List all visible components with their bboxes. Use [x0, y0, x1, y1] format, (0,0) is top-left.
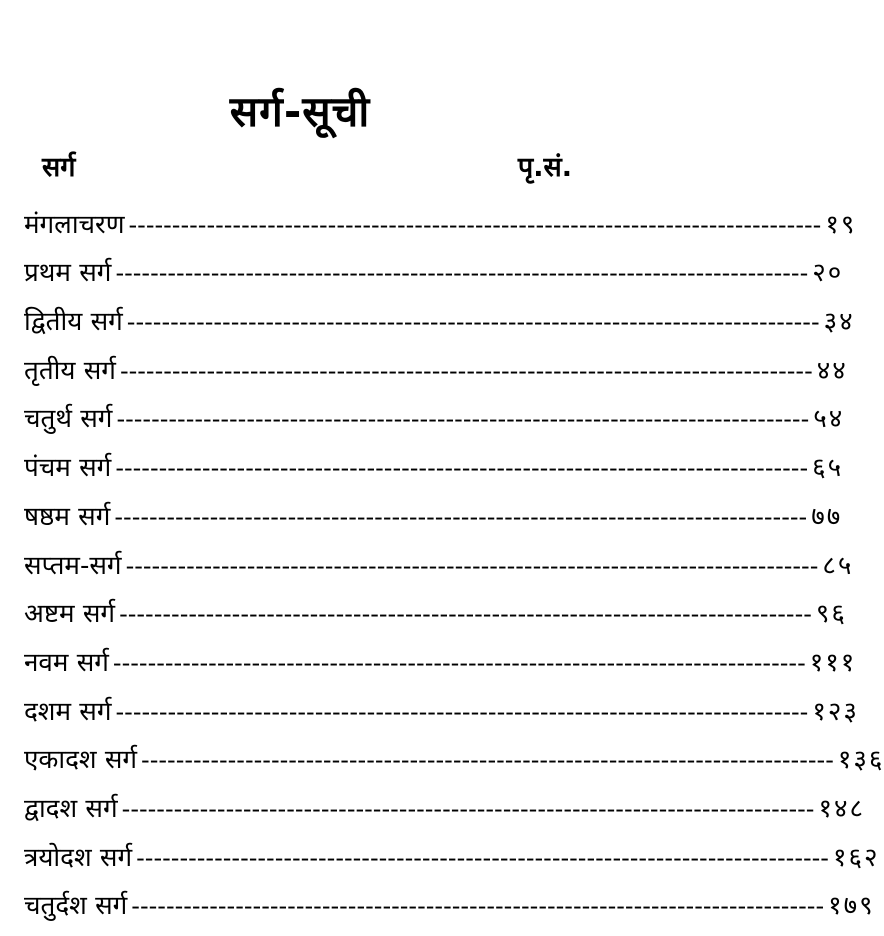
dot-leader: --------------------------------------------------------------------------------	[115, 697, 809, 726]
toc-entry-page: १३६	[837, 745, 884, 776]
dot-leader: --------------------------------------------------------------------------------	[121, 794, 815, 823]
toc-entry-page: १९	[825, 209, 857, 240]
toc-entry-name: प्रथम सर्ग	[24, 258, 112, 289]
toc-entry-page: ९६	[815, 599, 847, 630]
dot-leader: --------------------------------------------------------------------------------	[131, 892, 825, 921]
dot-leader: --------------------------------------------------------------------------------	[141, 746, 834, 775]
toc-entry	[24, 391, 845, 440]
toc-entry-name: द्वादश सर्ग	[24, 793, 118, 824]
toc-entry-page: ५४	[813, 404, 845, 435]
dot-leader: --------------------------------------------------------------------------------	[119, 600, 812, 629]
toc-entry-page: ६५	[812, 453, 844, 484]
toc-entry	[24, 634, 857, 683]
toc-entry	[24, 878, 875, 927]
toc-entry-name: पंचम सर्ग	[24, 453, 112, 484]
toc-entry	[24, 342, 848, 391]
toc-entry-page: ३४	[823, 307, 855, 338]
toc-entry-page: २०	[812, 258, 844, 289]
toc-entry-page: १४८	[818, 793, 866, 824]
toc-entry	[24, 439, 844, 488]
toc-entry-name: चतुर्दश सर्ग	[24, 891, 128, 922]
column-header-page-number: पृ.सं.	[517, 152, 572, 183]
toc-entry-name: दशम सर्ग	[24, 696, 112, 727]
toc-entry-name: त्रयोदश सर्ग	[24, 842, 133, 873]
toc-entry	[24, 488, 843, 537]
toc-entry-page: १७९	[828, 891, 875, 922]
toc-entry	[24, 537, 854, 586]
toc-entry	[24, 245, 844, 294]
toc-entry-name: एकादश सर्ग	[24, 745, 138, 776]
dot-leader: --------------------------------------------------------------------------------	[128, 210, 822, 239]
dot-leader: --------------------------------------------------------------------------------	[116, 405, 810, 434]
toc-entry-page: ८५	[822, 550, 854, 581]
dot-leader: --------------------------------------------------------------------------------	[125, 551, 819, 580]
toc-entry-page: ७७	[811, 501, 843, 532]
toc-entry-name: षष्ठम सर्ग	[24, 501, 111, 532]
toc-entry	[24, 683, 859, 732]
dot-leader: --------------------------------------------------------------------------------	[115, 454, 809, 483]
toc-entry	[24, 293, 855, 342]
toc-entry-name: अष्टम सर्ग	[24, 599, 116, 630]
dot-leader: --------------------------------------------------------------------------------	[115, 259, 809, 288]
toc-entry	[24, 829, 880, 878]
toc-entry-name: मंगलाचरण	[24, 209, 125, 240]
toc-entry-name: तृतीय सर्ग	[24, 355, 116, 386]
toc-entry-name: द्वितीय सर्ग	[24, 307, 123, 338]
dot-leader: --------------------------------------------------------------------------------	[112, 648, 806, 677]
page-title: सर्ग-सूची	[229, 87, 371, 136]
toc-entry	[24, 586, 847, 635]
toc-entry-name: चतुर्थ सर्ग	[24, 404, 113, 435]
dot-leader: --------------------------------------------------------------------------------	[114, 502, 808, 531]
toc-entry-page: १६२	[832, 842, 880, 873]
toc-entry-name: नवम सर्ग	[24, 647, 109, 678]
column-header-canto: सर्ग	[42, 152, 76, 183]
toc-entry-page: १११	[809, 647, 857, 678]
dot-leader: --------------------------------------------------------------------------------	[136, 843, 829, 872]
toc-entry-page: ४४	[816, 355, 848, 386]
toc-entry	[24, 196, 857, 245]
toc-entry-name: सप्तम-सर्ग	[24, 550, 122, 581]
table-of-contents	[24, 196, 884, 926]
dot-leader: --------------------------------------------------------------------------------	[119, 356, 813, 385]
toc-entry	[24, 780, 866, 829]
toc-entry-page: १२३	[812, 696, 859, 727]
dot-leader: --------------------------------------------------------------------------------	[126, 308, 820, 337]
toc-entry	[24, 732, 884, 781]
